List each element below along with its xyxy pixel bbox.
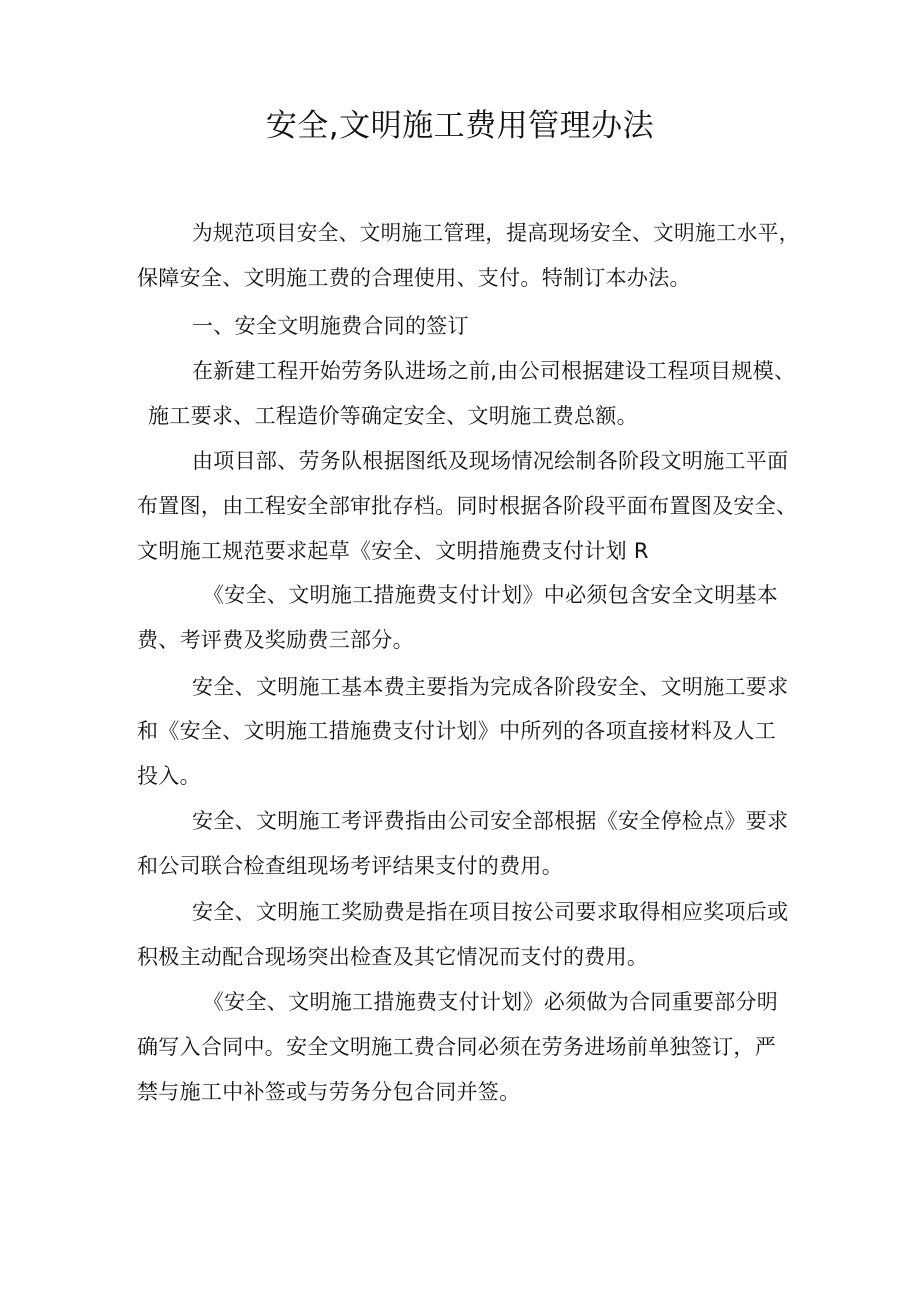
paragraph-line: 安全、文明施工基本费主要指为完成各阶段安全、文明施工要求 <box>192 675 789 699</box>
paragraph-line: 安全、文明施工奖励费是指在项目按公司要求取得相应奖项后或 <box>192 900 789 924</box>
paragraph-line: 禁与施工中补签或与劳务分包合同并签。 <box>137 1080 521 1104</box>
paragraph-line: 和《安全、文明施工措施费支付计划》中所列的各项直接材料及人工 <box>137 719 776 743</box>
paragraph-line: 确写入合同中。安全文明施工费合同必须在劳务进场前单独签订，严 <box>137 1035 776 1059</box>
document-title: 安全,文明施工费用管理办法 <box>265 108 655 144</box>
paragraph-line: 在新建工程开始劳务队进场之前,由公司根据建设工程项目规模、 <box>192 359 796 383</box>
paragraph-line: 积极主动配合现场突出检查及其它情况而支付的费用。 <box>137 945 649 969</box>
paragraph-line: 《安全、文明施工措施费支付计划》必须做为合同重要部分明 <box>203 990 779 1014</box>
paragraph-line: 施工要求、工程造价等确定安全、文明施工费总额。 <box>148 404 638 428</box>
paragraph-line: 由项目部、劳务队根据图纸及现场情况绘制各阶段文明施工平面 <box>192 449 789 473</box>
section-heading: 一、安全文明施费合同的签订 <box>192 314 469 338</box>
paragraph-line: 保障安全、文明施工费的合理使用、支付。特制订本办法。 <box>137 266 691 290</box>
paragraph-line: 安全、文明施工考评费指由公司安全部根据《安全停检点》要求 <box>192 809 789 833</box>
paragraph-line: 布置图，由工程安全部审批存档。同时根据各阶段平面布置图及安全、 <box>137 494 798 518</box>
paragraph-line: 文明施工规范要求起草《安全、文明措施费支付计划 R <box>137 539 649 563</box>
paragraph-line: 和公司联合检查组现场考评结果支付的费用。 <box>137 854 563 878</box>
paragraph-line: 为规范项目安全、文明施工管理，提高现场安全、文明施工水平， <box>192 221 800 245</box>
paragraph-line: 投入。 <box>137 764 201 788</box>
paragraph-line: 《安全、文明施工措施费支付计划》中必须包含安全文明基本 <box>203 583 779 607</box>
paragraph-line: 费、考评费及奖励费三部分。 <box>137 628 414 652</box>
